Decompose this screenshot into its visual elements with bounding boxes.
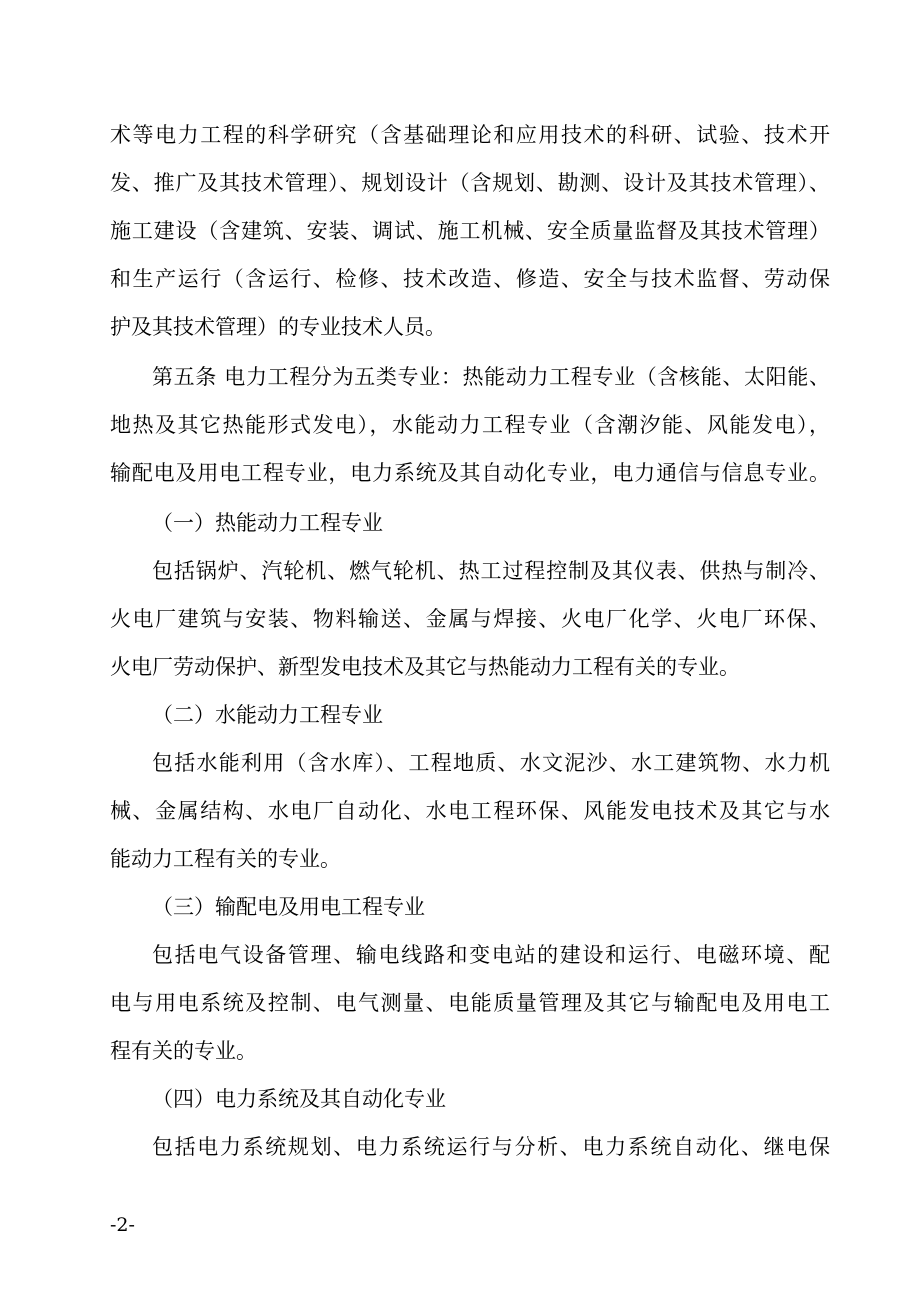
body-text-line: 施工建设（含建筑、安装、调试、施工机械、安全质量监督及其技术管理） — [110, 219, 830, 243]
body-text-line: 和生产运行（含运行、检修、技术改造、修造、安全与技术监督、劳动保 — [110, 267, 830, 291]
body-text-line: 包括水能利用（含水库）、工程地质、水文泥沙、水工建筑物、水力机 — [152, 751, 830, 775]
body-text-line: 火电厂建筑与安装、物料输送、金属与焊接、火电厂化学、火电厂环保、 — [110, 607, 830, 631]
section-heading-2: （二）水能动力工程专业 — [152, 703, 383, 727]
body-text-line: 电与用电系统及控制、电气测量、电能质量管理及其它与输配电及用电工 — [110, 991, 830, 1015]
body-text-line: 包括锅炉、汽轮机、燃气轮机、热工过程控制及其仪表、供热与制冷、 — [152, 559, 830, 583]
body-text-line: 包括电力系统规划、电力系统运行与分析、电力系统自动化、继电保 — [152, 1135, 830, 1159]
section-heading-3: （三）输配电及用电工程专业 — [152, 895, 425, 919]
body-text-line: 术等电力工程的科学研究（含基础理论和应用技术的科研、试验、技术开 — [110, 123, 830, 147]
body-text-line: 发、推广及其技术管理）、规划设计（含规划、勘测、设计及其技术管理）、 — [110, 171, 830, 195]
body-text-line: 火电厂劳动保护、新型发电技术及其它与热能动力工程有关的专业。 — [110, 655, 740, 679]
body-text-line: 械、金属结构、水电厂自动化、水电工程环保、风能发电技术及其它与水 — [110, 799, 830, 823]
section-heading-4: （四）电力系统及其自动化专业 — [152, 1087, 446, 1111]
page-number: -2- — [110, 1214, 135, 1236]
article-5-line: 第五条 电力工程分为五类专业：热能动力工程专业（含核能、太阳能、 — [152, 365, 830, 389]
body-text-line: 程有关的专业。 — [110, 1039, 257, 1063]
body-text-line: 能动力工程有关的专业。 — [110, 847, 341, 871]
section-heading-1: （一）热能动力工程专业 — [152, 511, 383, 535]
body-text-line: 护及其技术管理）的专业技术人员。 — [110, 315, 446, 339]
body-text-line: 输配电及用电工程专业，电力系统及其自动化专业，电力通信与信息专业。 — [110, 461, 830, 485]
body-text-line: 地热及其它热能形式发电），水能动力工程专业（含潮汐能、风能发电）， — [110, 413, 830, 437]
body-text-line: 包括电气设备管理、输电线路和变电站的建设和运行、电磁环境、配 — [152, 943, 830, 967]
